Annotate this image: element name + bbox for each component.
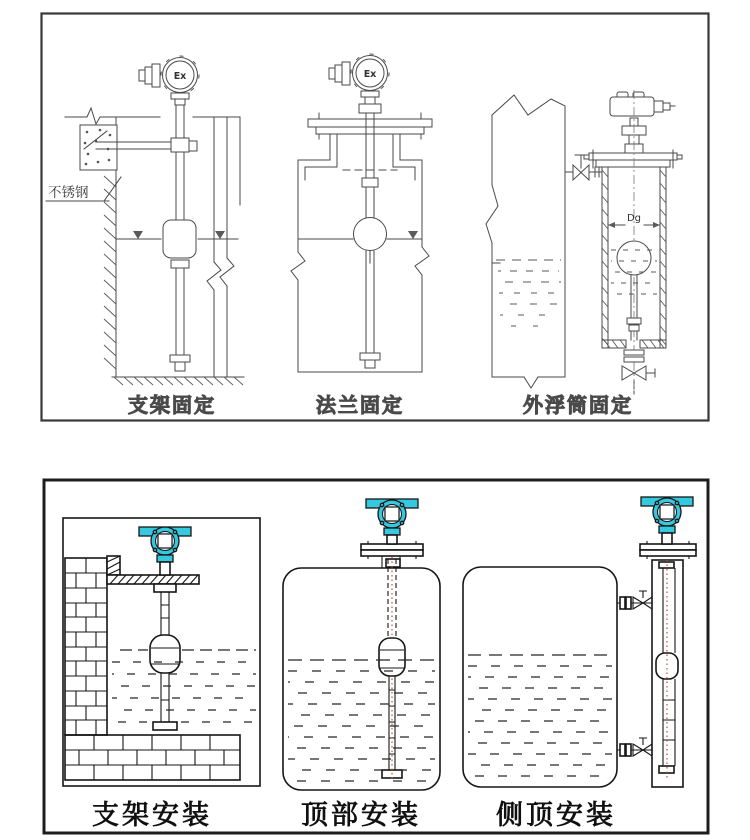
tank-water: [496, 260, 561, 326]
mounting-flange: [308, 113, 432, 139]
tank-flange: [361, 541, 423, 568]
float-ball: [354, 218, 387, 251]
figure-top-install: [283, 499, 440, 831]
process-tank: [486, 95, 565, 388]
drain-valve: [622, 350, 655, 394]
float: [150, 635, 180, 673]
installation-methods-panel: [42, 478, 710, 835]
figure-bracket-install: [63, 518, 260, 831]
caption-external-chamber-fixing: 外浮筒固定: [523, 393, 633, 417]
figure-bracket-fixing: [46, 56, 244, 417]
caption-top-install: 顶部安装: [301, 800, 421, 831]
tank-wall: [291, 185, 429, 372]
figure-flange-fixing: [291, 54, 432, 417]
brick-floor: [65, 735, 240, 780]
figure-side-top-install: [463, 497, 696, 831]
brick-wall: [65, 558, 107, 735]
transmitter-head-ex: [329, 54, 389, 113]
transmitter-head: [641, 497, 693, 544]
caption-bracket-fixing: 支架固定: [128, 393, 216, 417]
float: [163, 220, 196, 258]
transmitter-head: [139, 527, 191, 575]
connecting-pipe-upper: [617, 591, 652, 609]
transmitter-head: [366, 499, 418, 544]
caption-side-top-install: 侧顶安装: [496, 800, 616, 831]
transmitter-head-ex: [139, 56, 199, 105]
water: [112, 650, 256, 722]
figure-external-chamber-fixing: [486, 90, 682, 417]
water: [468, 655, 612, 776]
stainless-steel-label: 不锈钢: [48, 185, 89, 201]
float-ball: [617, 241, 651, 275]
fixing-methods-panel: [40, 12, 710, 422]
tank: [283, 568, 440, 790]
ex-label: Ex: [173, 71, 187, 82]
stainless-steel-annotation: [46, 177, 121, 201]
transmitter-head-box: [610, 92, 675, 153]
support-shelf: [107, 556, 199, 584]
diameter-dimension: [608, 213, 660, 228]
installation-methods-drawing: [42, 478, 710, 835]
caption-flange-fixing: 法兰固定: [316, 393, 404, 417]
float: [379, 638, 405, 676]
tank-shoulder: [298, 134, 422, 185]
dg-label: Dg: [626, 213, 642, 224]
connecting-pipe-lower: [617, 738, 652, 756]
caption-bracket-install: 支架安装: [92, 800, 212, 831]
fixing-methods-drawing: [40, 12, 710, 422]
ex-label: Ex: [363, 69, 377, 80]
water: [288, 660, 435, 781]
